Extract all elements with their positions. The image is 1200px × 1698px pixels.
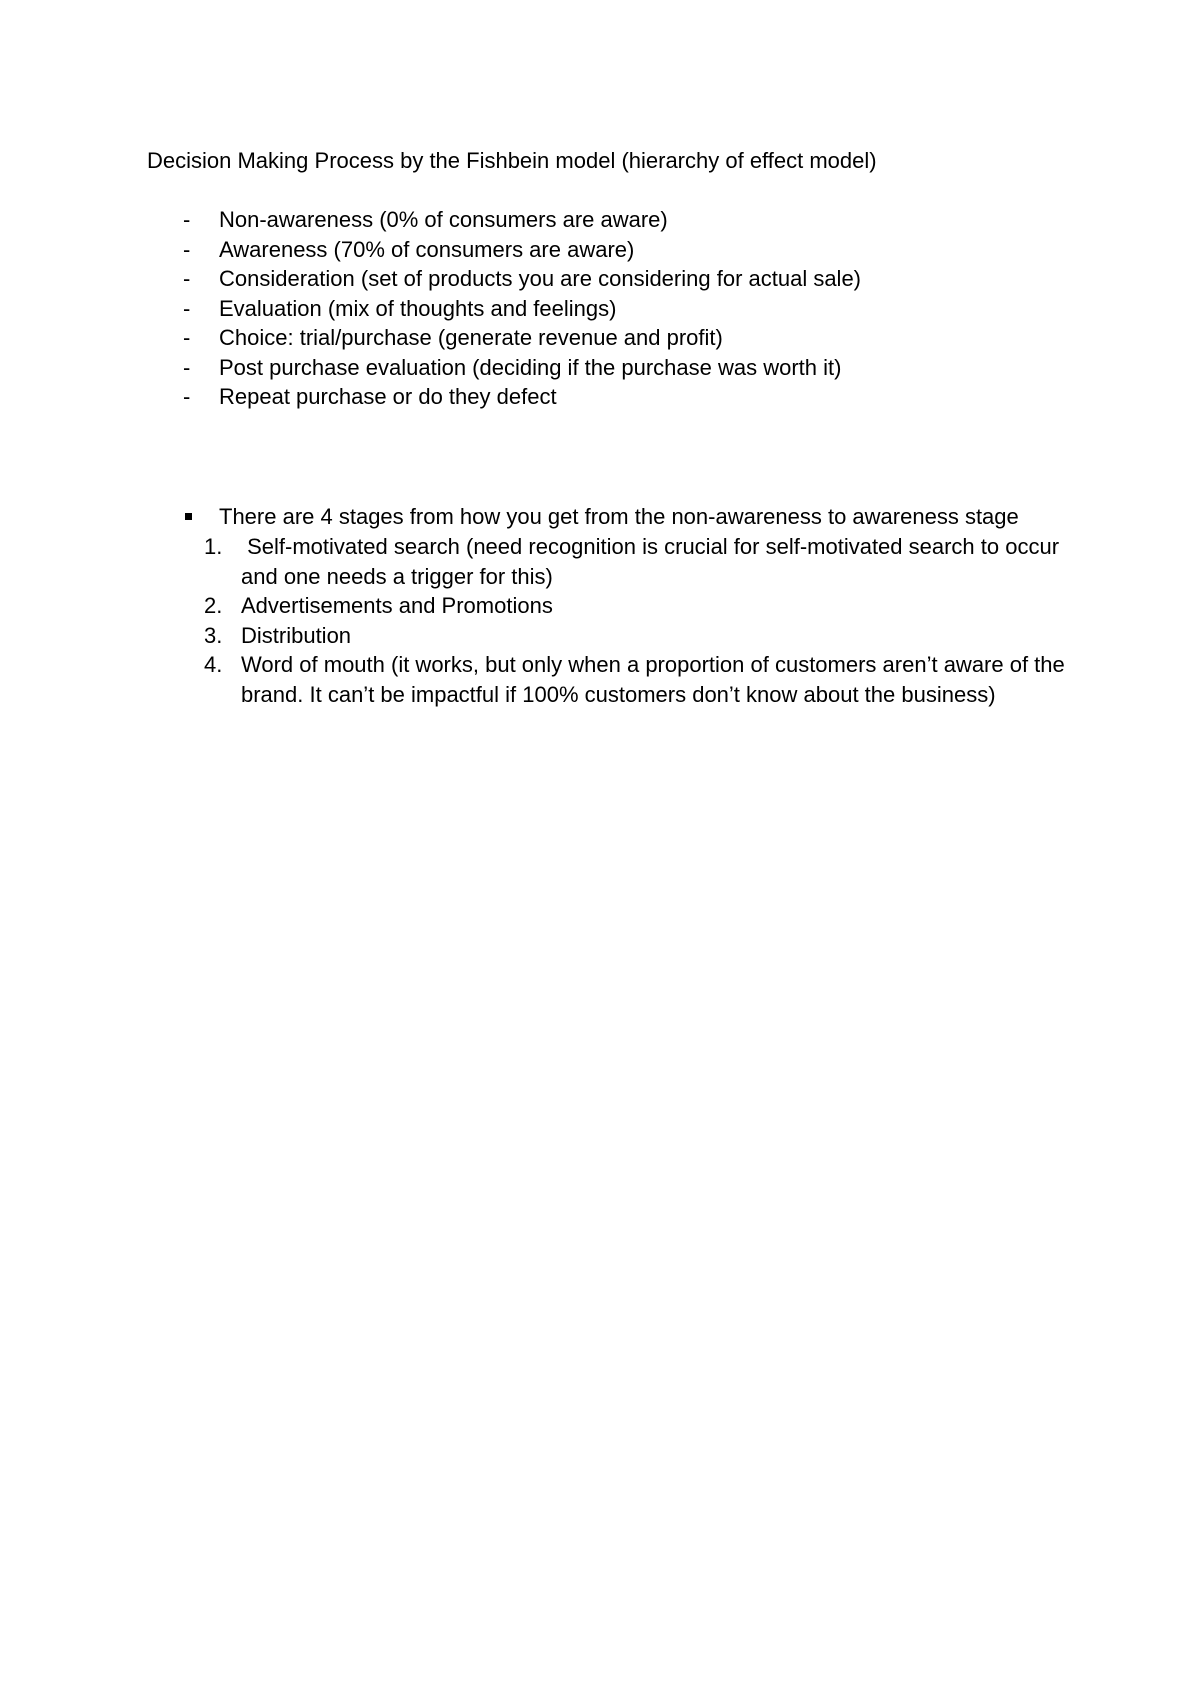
number-marker: 1. <box>204 534 223 559</box>
document-title: Decision Making Process by the Fishbein model (hierarchy of effect model) <box>147 148 877 173</box>
list-item <box>147 264 861 294</box>
list-item <box>147 382 861 412</box>
numbered-item-text: Self-motivated search (need recognition is crucial for self-motivated search to occur and one needs a trigger for this) <box>241 534 1066 589</box>
stage-text: Post purchase evaluation (deciding if the purchase was worth it) <box>219 354 842 380</box>
list-item <box>147 353 861 383</box>
stages-list <box>147 205 861 412</box>
bullet-text: There are 4 stages from how you get from the non-awareness to awareness stage <box>219 504 1019 529</box>
list-item <box>147 591 1067 621</box>
numbered-item-text: Word of mouth (it works, but only when a proportion of customers aren’t aware of the brand. It can’t be impactful if 100% customers don’t know about the business) <box>241 652 1065 707</box>
dash-marker: - <box>183 325 191 350</box>
stage-text: Choice: trial/purchase (generate revenue and profit) <box>219 325 723 350</box>
number-marker: 2. <box>204 593 223 618</box>
stage-text: Evaluation (mix of thoughts and feelings) <box>219 295 617 321</box>
list-item <box>147 650 1067 709</box>
list-item <box>147 621 1067 651</box>
list-item <box>147 205 861 235</box>
number-marker: 3. <box>204 622 223 648</box>
stage-text: Consideration (set of products you are considering for actual sale) <box>219 266 862 291</box>
number-marker: 4. <box>204 652 223 677</box>
numbered-item-text: Advertisements and Promotions <box>241 593 553 618</box>
bullet-point <box>147 502 1019 532</box>
stage-text: Non-awareness (0% of consumers are aware) <box>219 207 668 232</box>
numbered-item-text: Distribution <box>241 622 352 648</box>
numbered-list <box>147 532 1067 709</box>
dash-marker: - <box>183 207 191 232</box>
list-item <box>147 294 861 324</box>
dash-marker: - <box>183 266 191 291</box>
dash-marker: - <box>183 295 191 321</box>
list-item <box>147 323 861 353</box>
stage-text: Repeat purchase or do they defect <box>219 384 557 409</box>
list-item <box>147 235 861 265</box>
list-item <box>147 532 1067 591</box>
dash-marker: - <box>183 384 191 409</box>
square-bullet-icon <box>185 513 192 520</box>
stage-text: Awareness (70% of consumers are aware) <box>219 236 635 262</box>
dash-marker: - <box>183 236 191 262</box>
dash-marker: - <box>183 354 191 380</box>
